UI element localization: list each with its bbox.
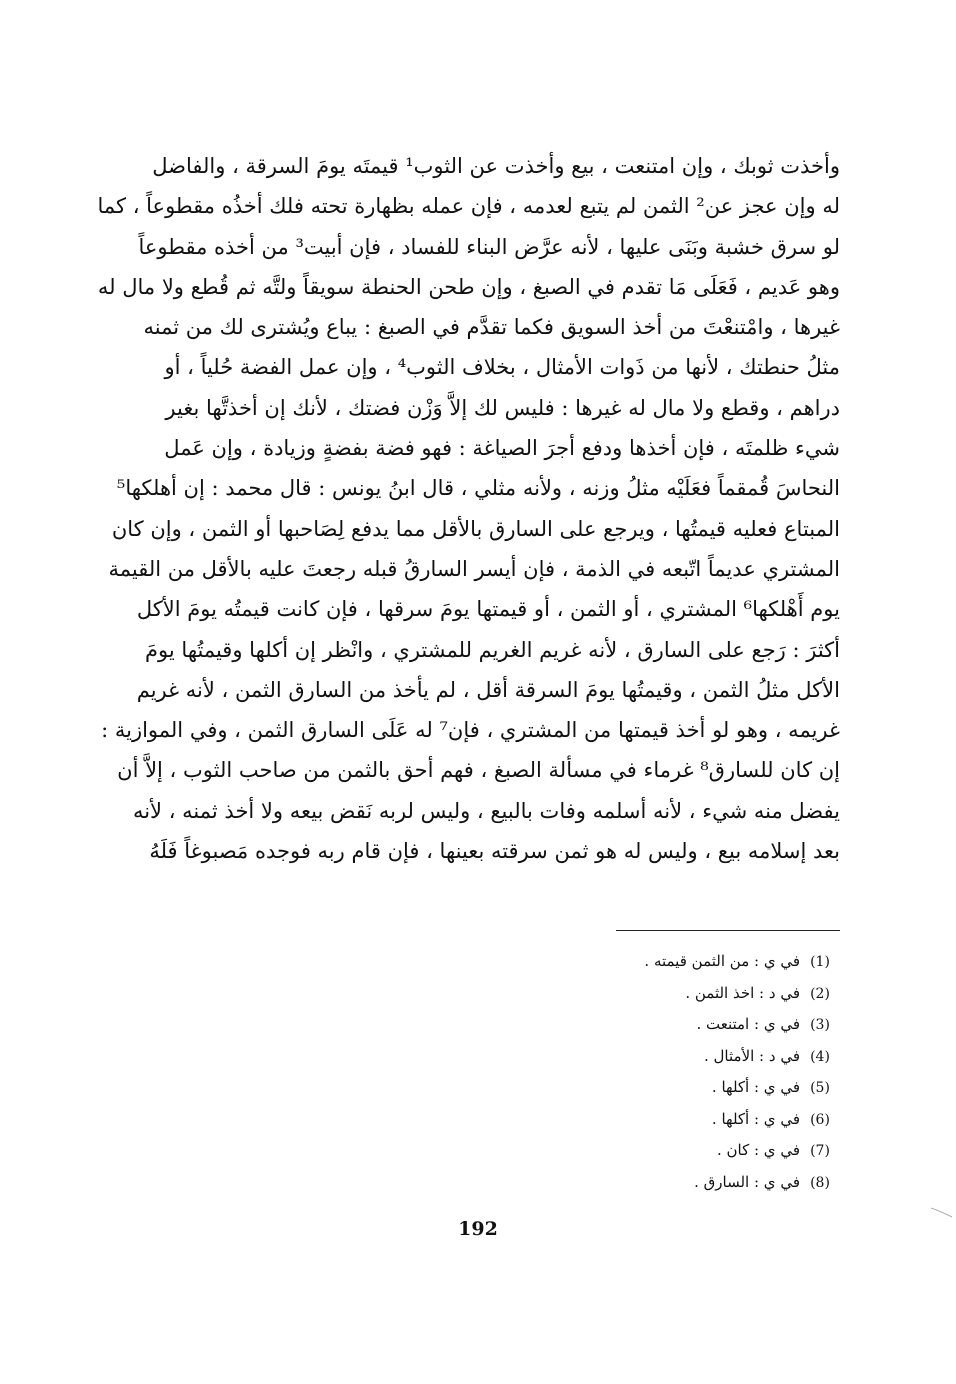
footnote-number: (8) [810,1174,830,1191]
text-line: وأخذت ثوبك ، وإن امتنعت ، بيع وأخذت عن الثوب¹ قيمتَه يومَ السرقة ، والفاضل [152,154,840,178]
text-line: يفضل منه شيء ، لأنه أسلمه وفات بالبيع ، وليس لربه نَقض بيعه ولا أخذ ثمنه ، لأنه [132,798,840,823]
text-line: يوم أَهْلكها⁶ المشتري ، أو الثمن ، أو قيمتها يومَ سرقها ، فإن كانت قيمتُه يومَ الأكل [136,597,840,622]
footnote-text: في ي : كان . [716,1141,800,1159]
text-line: غريمه ، وهو لو أخذ قيمتها من المشتري ، فإن⁷ له عَلَى السارق الثمن ، وفي الموازية : [101,718,840,743]
footnotes-list [540,946,840,1198]
page-number: 192 [458,1218,498,1240]
footnote-separator [616,930,840,931]
text-line: الأكل مثلُ الثمن ، وقيمتُها يومَ السرقة أقل ، لم يأخذ من السارق الثمن ، لأنه غريم [136,677,840,702]
footnote-text: في ي : من الثمن قيمته . [644,952,800,970]
text-line: المشتري عديماً اتّبعه في الذمة ، فإن أيسر السارقُ قبله رجعتَ عليه بالأقل من القيمة [108,556,840,581]
footnote-text: في د : اخذ الثمن . [685,983,800,1002]
footnote-number: (7) [810,1143,830,1159]
footnote-item [540,1041,840,1073]
text-line: له وإن عجز عن² الثمن لم يتبع لعدمه ، فإن عمله بظهارة تحته فلك أخذُه مقطوعاً ، كما [97,194,840,219]
footnote-number: (1) [810,954,830,970]
text-line: إن كان للسارق⁸ غرماء في مسألة الصبغ ، فهم أحق بالثمن من صاحب الثوب ، إلاَّ أن [117,758,840,783]
footnote-text: في د : الأمثال . [704,1046,800,1065]
footnote-text: في ي : أكلها . [711,1109,800,1128]
main-text-block [97,146,840,871]
text-line: دراهم ، وقطع ولا مال له غيرها : فليس لك إلاَّ وَزْن فضتك ، لأنك إن أخذتَّها بغير [165,395,840,420]
footnote-number: (6) [810,1111,830,1128]
footnote-number: (3) [810,1017,830,1033]
text-line: بعد إسلامه بيع ، وليس له هو ثمن سرقته بعينها ، فإن قام ربه فوجده مَصبوغاً فَلَهُ [149,839,840,864]
text-line: أكثرَ : رَجع على السارق ، لأنه غريم الغريم للمشتري ، وانْظر إن أكلها وقيمتُها يومَ [145,637,840,662]
footnote-item [540,946,840,978]
footnote-text: في ي : السارق . [694,1172,800,1191]
text-line: شيء ظلمتَه ، فإن أخذها ودفع أجرَ الصياغة : فهو فضة بفضةٍ وزيادة ، وإن عَمل [164,436,840,461]
text-line: مثلُ حنطتك ، لأنها من ذَوات الأمثال ، بخلاف الثوب⁴ ، وإن عمل الفضة حُلياً ، أو [164,355,840,380]
footnote-item [540,1072,840,1104]
scan-edge-mark [930,1205,954,1219]
text-line: لو سرق خشبة وبَنَى عليها ، لأنه عرَّض البناء للفساد ، فإن أبيت³ من أخذه مقطوعاً [138,234,840,259]
footnote-item [540,1009,840,1041]
footnote-number: (5) [810,1080,830,1096]
footnote-item [540,1135,840,1167]
text-line: وهو عَديم ، فَعَلَى مَا تقدم في الصبغ ، وإن طحن الحنطة سويقاً ولتَّه ثم قُطع ولا مال له [97,274,840,299]
footnote-item [540,1167,840,1199]
footnote-text: في ي : أكلها . [711,1078,800,1096]
text-line: غيرها ، وامْتنعْتَ من أخذ السويق فكما تقدَّم في الصبغ : يباع ويُشترى لك من ثمنه [143,315,840,340]
footnote-text: في ي : امتنعت . [696,1015,800,1033]
footnote-number: (2) [810,985,830,1002]
footnote-item [540,978,840,1010]
footnote-number: (4) [810,1048,830,1065]
text-line: النحاسَ قُمقماً فعَلَيْه مثلُ وزنه ، ولأنه مثلي ، قال ابنُ يونس : قال محمد : إن أهلكها⁵ [116,476,840,501]
footnote-item [540,1104,840,1136]
text-line: المبتاع فعليه قيمتُها ، ويرجع على السارق بالأقل مما يدفع لِصَاحبها أو الثمن ، وإن كان [111,516,840,541]
